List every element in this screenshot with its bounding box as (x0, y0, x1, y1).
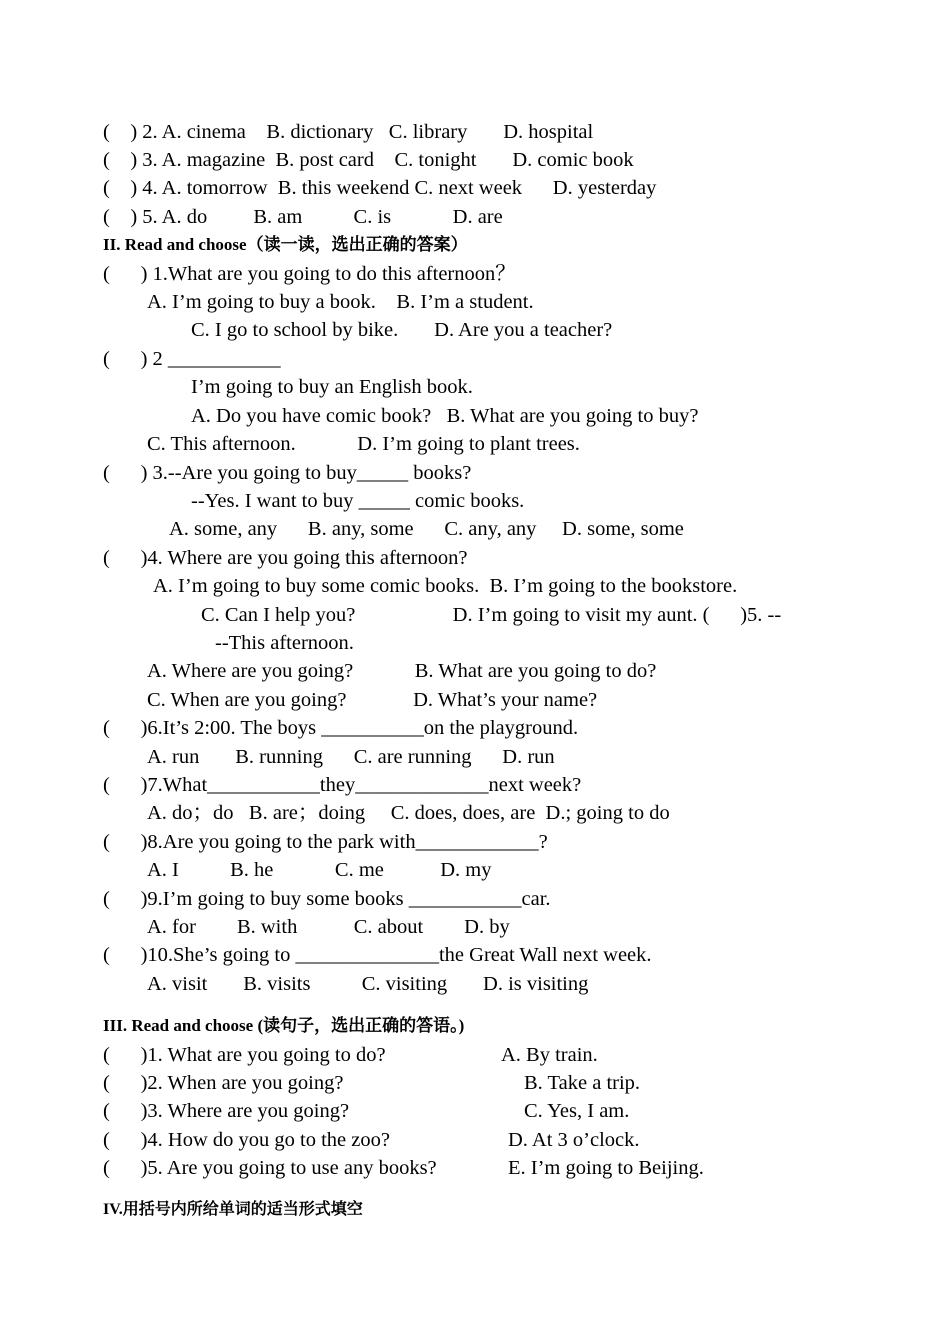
matching-answer: B. Take a trip. (524, 1072, 641, 1094)
option-line: A. visit B. visits C. visiting D. is visiting (147, 973, 589, 995)
question-line: ( ) 5. A. do B. am C. is D. are (103, 206, 503, 228)
matching-question: ( )5. Are you going to use any books? (103, 1157, 437, 1179)
option-line: A. for B. with C. about D. by (147, 916, 510, 938)
dialogue-line: --This afternoon. (215, 632, 354, 654)
question-line: ( )7.What___________they_____________next week? (103, 774, 582, 796)
question-line: ( ) 3.--Are you going to buy_____ books? (103, 462, 472, 484)
option-line: A. some, any B. any, some C. any, any D. some, some (169, 518, 684, 540)
question-line: ( ) 1.What are you going to do this afternoon？ (103, 263, 516, 285)
matching-question: ( )2. When are you going? (103, 1072, 344, 1094)
option-line: A. Where are you going? B. What are you going to do? (147, 660, 657, 682)
matching-answer: D. At 3 o’clock. (508, 1129, 640, 1151)
option-line: A. I’m going to buy a book. B. I’m a student. (147, 291, 534, 313)
question-line: ( )6.It’s 2:00. The boys __________on the playground. (103, 717, 579, 739)
question-line: ( ) 2. A. cinema B. dictionary C. library D. hospital (103, 121, 594, 143)
option-line: C. This afternoon. D. I’m going to plant trees. (147, 433, 580, 455)
question-line: ( )4. Where are you going this afternoon? (103, 547, 468, 569)
section-heading: II. Read and choose（读一读，选出正确的答案） (103, 235, 468, 254)
question-line: ( ) 2 ___________ (103, 348, 281, 370)
option-line: A. do；do B. are；doing C. does, does, are D.; going to do (147, 802, 670, 824)
matching-question: ( )1. What are you going to do? (103, 1044, 386, 1066)
dialogue-line: --Yes. I want to buy _____ comic books. (191, 490, 525, 512)
option-line: A. I B. he C. me D. my (147, 859, 492, 881)
option-line: C. Can I help you? D. I’m going to visit my aunt. ( )5. -- (201, 604, 782, 626)
question-line: ( )10.She’s going to ______________the Great Wall next week. (103, 944, 652, 966)
section-heading: IV.用括号内所给单词的适当形式填空 (103, 1201, 363, 1218)
question-line: ( ) 3. A. magazine B. post card C. tonight D. comic book (103, 149, 634, 171)
dialogue-line: I’m going to buy an English book. (191, 376, 473, 398)
matching-question: ( )3. Where are you going? (103, 1100, 350, 1122)
option-line: C. I go to school by bike. D. Are you a teacher? (191, 319, 613, 341)
matching-question: ( )4. How do you go to the zoo? (103, 1129, 390, 1151)
question-line: ( )8.Are you going to the park with____________? (103, 831, 548, 853)
matching-answer: E. I’m going to Beijing. (508, 1157, 704, 1179)
option-line: A. run B. running C. are running D. run (147, 746, 555, 768)
question-line: ( )9.I’m going to buy some books ___________car. (103, 888, 551, 910)
matching-answer: C. Yes, I am. (524, 1100, 630, 1122)
question-line: ( ) 4. A. tomorrow B. this weekend C. next week D. yesterday (103, 177, 657, 199)
section-heading: III. Read and choose (读句子，选出正确的答语。) (103, 1016, 465, 1035)
matching-answer: A. By train. (501, 1044, 598, 1066)
option-line: A. I’m going to buy some comic books. B. I’m going to the bookstore. (153, 575, 738, 597)
option-line: A. Do you have comic book? B. What are you going to buy? (191, 405, 699, 427)
option-line: C. When are you going? D. What’s your name? (147, 689, 598, 711)
